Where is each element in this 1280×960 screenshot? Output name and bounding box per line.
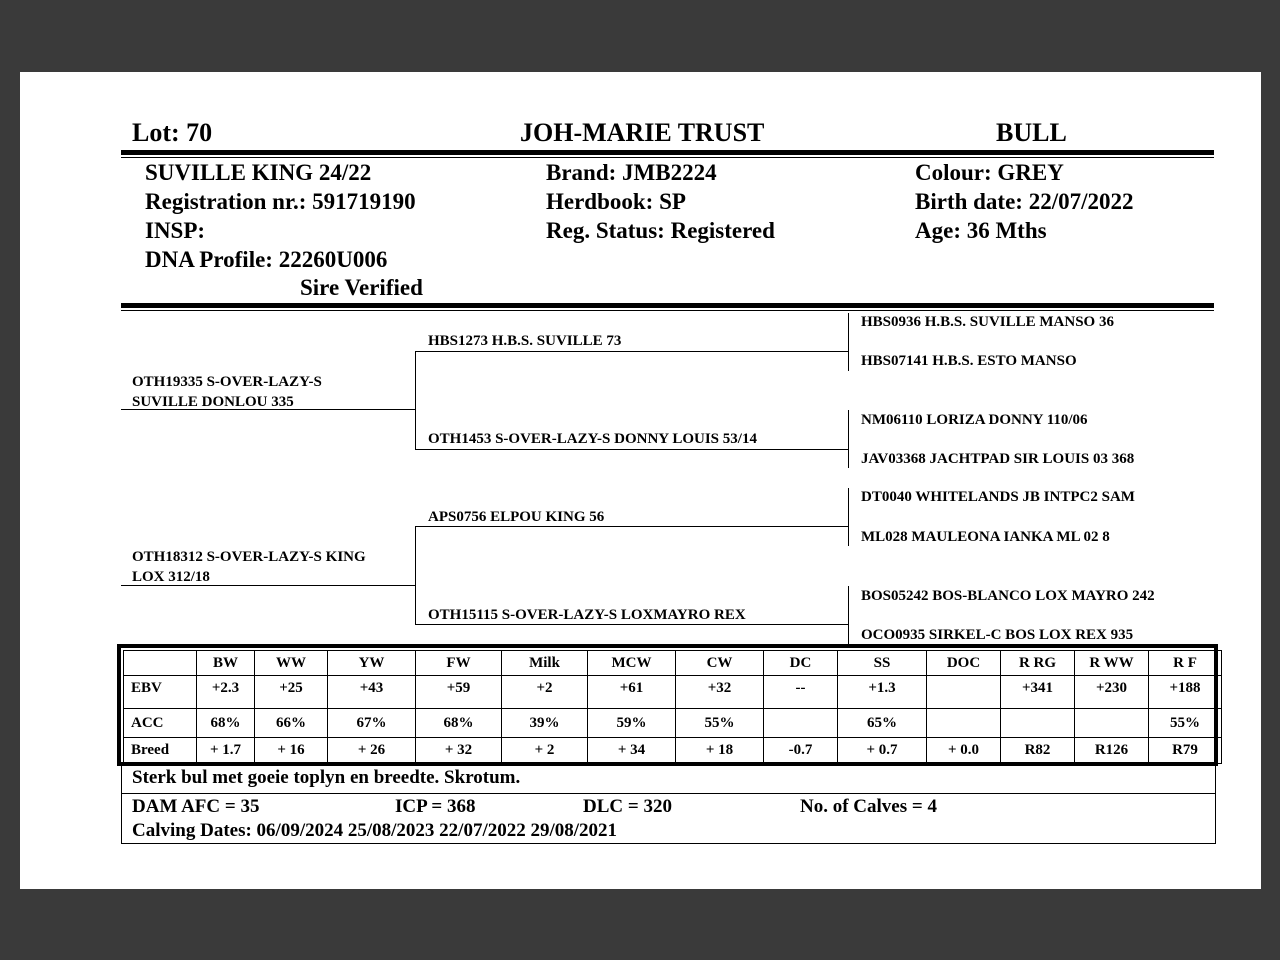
table-cell: + 26 xyxy=(328,738,416,764)
dam-dam-line xyxy=(416,624,849,625)
animal-name: SUVILLE KING 24/22 xyxy=(145,160,372,185)
table-cell: +230 xyxy=(1075,676,1149,709)
table-cell: R126 xyxy=(1075,738,1149,764)
ss-bracket xyxy=(848,313,849,371)
info-divider xyxy=(121,303,1214,311)
dam-name-line-1: OTH18312 S-OVER-LAZY-S KING xyxy=(132,549,366,565)
herdbook: Herdbook: SP xyxy=(546,189,686,214)
dd-bracket xyxy=(848,586,849,644)
dam-sire-dam: ML028 MAULEONA IANKA ML 02 8 xyxy=(861,529,1110,545)
colour: Colour: GREY xyxy=(915,160,1064,185)
table-cell: 55% xyxy=(1149,709,1222,738)
table-cell xyxy=(927,676,1001,709)
insp-label: INSP: xyxy=(145,218,206,243)
table-cell: 55% xyxy=(676,709,764,738)
header-cell: R WW xyxy=(1075,651,1149,676)
header-cell: Milk xyxy=(502,651,588,676)
dam-name xyxy=(132,547,366,587)
sire-sire-sire: HBS0936 H.B.S. SUVILLE MANSO 36 xyxy=(861,314,1114,330)
table-cell xyxy=(927,709,1001,738)
ebv-row xyxy=(124,676,1222,709)
row-label: Breed xyxy=(124,738,197,764)
dlc: DLC = 320 xyxy=(583,796,672,817)
dam-bracket xyxy=(415,526,416,625)
dam-sire-sire: DT0040 WHITELANDS JB INTPC2 SAM xyxy=(861,489,1135,505)
breed-row xyxy=(124,738,1222,764)
sire-name-line-1: OTH19335 S-OVER-LAZY-S xyxy=(132,374,322,390)
table-cell: 59% xyxy=(588,709,676,738)
header-cell: R RG xyxy=(1001,651,1075,676)
row-label: EBV xyxy=(124,676,197,709)
table-cell: + 0.7 xyxy=(838,738,927,764)
dna-profile: DNA Profile: 22260U006 xyxy=(145,247,388,272)
table-cell: + 18 xyxy=(676,738,764,764)
table-cell: +341 xyxy=(1001,676,1075,709)
table-cell: -0.7 xyxy=(764,738,838,764)
dam-dam: OTH15115 S-OVER-LAZY-S LOXMAYRO REX xyxy=(428,607,746,623)
row-label: ACC xyxy=(124,709,197,738)
table-cell: 68% xyxy=(416,709,502,738)
sire-sire-line xyxy=(416,351,849,352)
sire-name-line-2: SUVILLE DONLOU 335 xyxy=(132,394,294,410)
table-cell: +25 xyxy=(255,676,328,709)
dam-sire-line xyxy=(416,526,849,527)
header-cell: FW xyxy=(416,651,502,676)
header-cell: YW xyxy=(328,651,416,676)
header-cell: CW xyxy=(676,651,764,676)
dam-sire: APS0756 ELPOU KING 56 xyxy=(428,509,605,525)
table-cell: +1.3 xyxy=(838,676,927,709)
animal-sex: BULL xyxy=(996,118,1067,147)
table-cell: + 34 xyxy=(588,738,676,764)
sd-bracket xyxy=(848,410,849,468)
table-cell: +2 xyxy=(502,676,588,709)
sire-name xyxy=(132,372,322,412)
acc-row xyxy=(124,709,1222,738)
age: Age: 36 Mths xyxy=(915,218,1047,243)
dam-dam-sire: BOS05242 BOS-BLANCO LOX MAYRO 242 xyxy=(861,588,1155,604)
sire-verified: Sire Verified xyxy=(300,275,423,300)
sire-dam-line xyxy=(416,449,849,450)
table-cell: +2.3 xyxy=(197,676,255,709)
registration-status: Reg. Status: Registered xyxy=(546,218,775,243)
header-cell: DC xyxy=(764,651,838,676)
table-cell: 67% xyxy=(328,709,416,738)
table-cell: -- xyxy=(764,676,838,709)
table-cell: + 0.0 xyxy=(927,738,1001,764)
ebv-table xyxy=(123,650,1222,764)
lot-number: Lot: 70 xyxy=(132,118,213,147)
table-cell: R82 xyxy=(1001,738,1075,764)
ebv-header-row xyxy=(124,651,1222,676)
dam-name-line-2: LOX 312/18 xyxy=(132,569,210,585)
comment-text: Sterk bul met goeie toplyn en breedte. Skrotum. xyxy=(132,767,521,788)
table-cell: + 32 xyxy=(416,738,502,764)
table-cell: +61 xyxy=(588,676,676,709)
table-cell: 39% xyxy=(502,709,588,738)
sire-sire-dam: HBS07141 H.B.S. ESTO MANSO xyxy=(861,353,1077,369)
table-cell: 65% xyxy=(838,709,927,738)
header-cell: MCW xyxy=(588,651,676,676)
icp: ICP = 368 xyxy=(395,796,476,817)
header-cell: R F xyxy=(1149,651,1222,676)
sire-dam-sire: NM06110 LORIZA DONNY 110/06 xyxy=(861,412,1088,428)
birth-date: Birth date: 22/07/2022 xyxy=(915,189,1134,214)
sire-dam: OTH1453 S-OVER-LAZY-S DONNY LOUIS 53/14 xyxy=(428,431,757,447)
table-cell: 66% xyxy=(255,709,328,738)
sire-bracket xyxy=(415,351,416,450)
number-of-calves: No. of Calves = 4 xyxy=(800,796,937,817)
table-cell: +32 xyxy=(676,676,764,709)
header-cell xyxy=(124,651,197,676)
table-cell xyxy=(764,709,838,738)
owner-name: JOH-MARIE TRUST xyxy=(520,118,765,147)
sire-sire: HBS1273 H.B.S. SUVILLE 73 xyxy=(428,333,622,349)
table-cell: +188 xyxy=(1149,676,1222,709)
table-cell xyxy=(1001,709,1075,738)
header-cell: BW xyxy=(197,651,255,676)
sire-dam-dam: JAV03368 JACHTPAD SIR LOUIS 03 368 xyxy=(861,451,1135,467)
header-divider xyxy=(121,150,1214,158)
table-cell: + 1.7 xyxy=(197,738,255,764)
table-cell: +43 xyxy=(328,676,416,709)
table-cell xyxy=(1075,709,1149,738)
table-cell: R79 xyxy=(1149,738,1222,764)
table-cell: 68% xyxy=(197,709,255,738)
header-cell: SS xyxy=(838,651,927,676)
registration-number: Registration nr.: 591719190 xyxy=(145,189,416,214)
dam-afc: DAM AFC = 35 xyxy=(132,796,260,817)
brand: Brand: JMB2224 xyxy=(546,160,717,185)
dam-dam-dam: OCO0935 SIRKEL-C BOS LOX REX 935 xyxy=(861,627,1134,643)
table-cell: + 16 xyxy=(255,738,328,764)
header-cell: WW xyxy=(255,651,328,676)
ds-bracket xyxy=(848,488,849,546)
calving-dates: Calving Dates: 06/09/2024 25/08/2023 22/07/2022 29/08/2021 xyxy=(132,820,618,841)
table-cell: +59 xyxy=(416,676,502,709)
header-cell: DOC xyxy=(927,651,1001,676)
table-cell: + 2 xyxy=(502,738,588,764)
